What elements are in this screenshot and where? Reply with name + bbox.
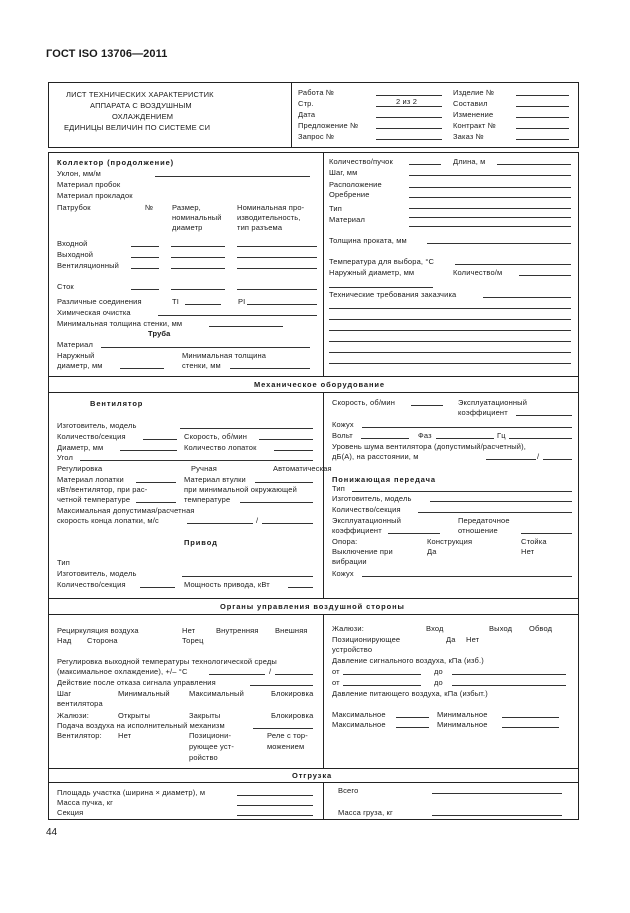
total-label: Всего — [338, 786, 359, 795]
signal-to-2-field[interactable] — [452, 685, 566, 686]
pitch-field[interactable] — [409, 175, 571, 176]
louvers-open-option[interactable]: Открыты — [118, 711, 150, 720]
noise-slash: / — [537, 452, 540, 461]
ti-label: TI — [172, 297, 179, 306]
positioner-dev-label-2: рующее уст- — [189, 742, 234, 751]
drive-heading: Привод — [184, 538, 218, 547]
inlet-label: Входной — [57, 239, 88, 248]
torque-relay-label-2: можением — [267, 742, 305, 751]
inlet-rating-field[interactable] — [237, 246, 317, 247]
supply-max-2-field[interactable] — [396, 727, 429, 728]
signal-from-2-label: от — [332, 678, 340, 687]
outer-dia-label-1: Наружный — [57, 351, 95, 360]
reducer-type-field[interactable] — [352, 491, 572, 492]
drive-qty-label: Количество/секция — [57, 580, 126, 589]
fan-op-coef-field[interactable] — [516, 415, 572, 416]
proposal-no-label: Предложение № — [298, 121, 359, 130]
design-option[interactable]: Конструкция — [427, 537, 473, 546]
order-no-field[interactable] — [516, 139, 569, 140]
nozzle-num-label: № — [145, 203, 154, 212]
chem-cleaning-field[interactable] — [158, 315, 317, 316]
drive-manufacturer-label: Изготовитель, модель — [57, 569, 137, 578]
section4-divider — [323, 783, 324, 820]
signal-pressure-label: Давление сигнального воздуха, кПа (изб.) — [332, 656, 484, 665]
hub-material-field[interactable] — [255, 482, 313, 483]
cargo-mass-label: Масса груза, кг — [338, 808, 393, 817]
angle-label: Угол — [57, 453, 73, 462]
outlet-label: Выходной — [57, 250, 94, 259]
contract-no-field[interactable] — [516, 128, 569, 129]
positioner-dev-label-3: ройство — [189, 753, 218, 762]
count-per-bundle-field[interactable] — [409, 164, 441, 165]
finning-label: Оребрение — [329, 190, 370, 199]
fin-material-label: Материал — [329, 215, 365, 224]
title-line-4: ЕДИНИЦЫ ВЕЛИЧИН ПО СИСТЕМЕ СИ — [64, 123, 211, 132]
finning-field-2[interactable] — [409, 208, 571, 209]
fan-diameter-field[interactable] — [120, 450, 177, 451]
chem-cleaning-label: Химическая очистка — [57, 308, 131, 317]
date-field[interactable] — [376, 117, 442, 118]
fin-material-field[interactable] — [409, 226, 571, 227]
reducer-heading: Понижающая передача — [332, 475, 436, 484]
section-field[interactable] — [237, 815, 313, 816]
blade-material-label: Материал лопатки — [57, 475, 124, 484]
manual-option[interactable]: Ручная — [191, 464, 217, 473]
reducer-qty-label: Количество/секция — [332, 505, 401, 514]
air-controls-heading: Органы управления воздушной стороны — [220, 602, 405, 611]
signal-from-1-field[interactable] — [343, 674, 421, 675]
step-option[interactable]: Шаг — [57, 689, 72, 698]
item-no-label: Изделие № — [453, 88, 495, 97]
outlet-num-field[interactable] — [131, 257, 159, 258]
order-no-label: Заказ № — [453, 132, 484, 141]
temp-reg-label-1: Регулировка выходной температуры технологической среды — [57, 657, 277, 666]
vent-num-field[interactable] — [131, 268, 159, 269]
bundle-mass-label: Масса пучка, кг — [57, 798, 114, 807]
positioner-dev-label-1[interactable]: Позициони- — [189, 731, 232, 740]
phase-label: Фаз — [418, 431, 432, 440]
fan-heading: Вентилятор — [90, 399, 144, 408]
drive-qty-field[interactable] — [140, 587, 175, 588]
mech-heading: Механическое оборудование — [254, 380, 385, 389]
positioner-label-2: устройство — [332, 645, 373, 654]
positioner-no-option[interactable]: Нет — [466, 635, 480, 644]
at-min-ambient-label-2: температуре — [184, 495, 231, 504]
supply-pressure-label: Давление питающего воздуха, кПа (избыт.) — [332, 689, 488, 698]
air-to-actuator-label: Подача воздуха на исполнительный механизм — [57, 721, 225, 730]
temp-reg-slash: / — [269, 667, 272, 676]
drive-type-label: Тип — [57, 558, 70, 567]
outer-dia-label-2: диаметр, мм — [57, 361, 103, 370]
revision-label: Изменение — [453, 110, 494, 119]
supply-min-2-field[interactable] — [502, 727, 559, 728]
inlet-size-field[interactable] — [171, 246, 225, 247]
supply-max-2-label: Максимальное — [332, 720, 386, 729]
size-col-3: диаметр — [172, 223, 203, 232]
gear-ratio-field[interactable] — [521, 533, 572, 534]
collector-heading: Коллектор (продолжение) — [57, 158, 175, 167]
reducer-manufacturer-label: Изготовитель, модель — [332, 494, 412, 503]
signal-to-1-field[interactable] — [452, 674, 566, 675]
drain-size-field[interactable] — [171, 289, 225, 290]
supply-max-1-field[interactable] — [396, 717, 429, 718]
rating-col-1: Номинальная про- — [237, 203, 305, 212]
arrangement-field[interactable] — [409, 187, 571, 188]
job-no-field[interactable] — [376, 95, 442, 96]
reducer-manufacturer-field[interactable] — [430, 501, 572, 502]
notes-line-4[interactable] — [329, 341, 571, 342]
positioner-label-1: Позиционирующее — [332, 635, 401, 644]
total-field[interactable] — [432, 793, 562, 794]
vent-rating-field[interactable] — [237, 268, 317, 269]
count-per-m-label: Количество/м — [453, 268, 503, 277]
hz-field[interactable] — [509, 438, 572, 439]
temp-reg-field-2[interactable] — [275, 674, 313, 675]
louvers-label: Жалюзи: — [57, 711, 89, 720]
fan-speed-label: Скорость, об/мин — [184, 432, 247, 441]
supply-min-1-label: Минимальное — [437, 710, 488, 719]
vib-shutdown-label-2: вибрации — [332, 557, 367, 566]
torque-relay-label-1[interactable]: Реле с тор- — [267, 731, 308, 740]
fin-outer-dia-field[interactable] — [329, 287, 433, 288]
noise-field-1[interactable] — [486, 459, 536, 460]
min-wall-field[interactable] — [209, 326, 283, 327]
section3-divider — [323, 615, 324, 768]
count-per-m-field[interactable] — [519, 275, 571, 276]
max-tip-speed-field-1[interactable] — [187, 523, 253, 524]
casing2-field[interactable] — [362, 576, 572, 577]
plug-material-label: Материал пробок — [57, 180, 121, 189]
fin-outer-dia-label: Наружный диаметр, мм — [329, 268, 415, 277]
outlet-rating-field[interactable] — [237, 257, 317, 258]
revision-field[interactable] — [516, 117, 569, 118]
angle-field[interactable] — [80, 460, 313, 461]
shipping-heading: Отгрузка — [292, 771, 333, 780]
air-to-actuator-field[interactable] — [253, 728, 313, 729]
recirc-end-option[interactable]: Торец — [182, 636, 204, 645]
vib-shutdown-label-1: Выключение при — [332, 547, 393, 556]
at-min-ambient-field[interactable] — [240, 502, 313, 503]
volt-label: Вольт — [332, 431, 353, 440]
casing-label: Кожух — [332, 420, 354, 429]
vent-size-field[interactable] — [171, 268, 225, 269]
title-line-3: ОХЛАЖДЕНИЕМ — [112, 112, 174, 121]
louvers-closed-option[interactable]: Закрыты — [189, 711, 221, 720]
fan-right-speed-label: Скорость, об/мин — [332, 398, 395, 407]
recirc-over-option[interactable]: Над — [57, 636, 72, 645]
gear-ratio-label-2: отношение — [458, 526, 498, 535]
tube-heading: Труба — [148, 329, 171, 338]
fin-type-field[interactable] — [409, 217, 571, 218]
request-no-label: Запрос № — [298, 132, 335, 141]
max-tip-speed-label-2: скорость конца лопатки, м/с — [57, 516, 159, 525]
maximal-option[interactable]: Максимальный — [189, 689, 244, 698]
automatic-option[interactable]: Автоматическая — [273, 464, 332, 473]
count-per-bundle-label: Количество/пучок — [329, 157, 393, 166]
supply-min-1-field[interactable] — [502, 717, 559, 718]
drive-manufacturer-field[interactable] — [182, 576, 313, 577]
recirc-side-option[interactable]: Сторона — [87, 636, 118, 645]
louvers-inlet-option[interactable]: Вход — [426, 624, 444, 633]
select-temp-label: Температура для выбора, °С — [329, 257, 435, 266]
temp-reg-label-2: (максимальное охлаждение), +/– °С — [57, 667, 188, 676]
nozzle-label: Патрубок — [57, 203, 91, 212]
notes-line-3[interactable] — [329, 330, 571, 331]
min-wall-label: Минимальная толщина стенки, мм — [57, 319, 183, 328]
noise-field-2[interactable] — [543, 459, 572, 460]
cargo-mass-field[interactable] — [432, 815, 562, 816]
plot-area-label: Площадь участка (ширина × диаметр), м — [57, 788, 206, 797]
noise-label-2: дБ(А), на расстоянии, м — [332, 452, 419, 461]
notes-line-2[interactable] — [329, 319, 571, 320]
fan-qty-field[interactable] — [143, 439, 177, 440]
supply-min-2-label: Минимальное — [437, 720, 488, 729]
fan-right-speed-field[interactable] — [411, 405, 443, 406]
signal-from-1-label: от — [332, 667, 340, 676]
fan-speed-field[interactable] — [259, 439, 313, 440]
tube-material-field[interactable] — [101, 347, 310, 348]
drain-label: Сток — [57, 282, 74, 291]
gear-ratio-label-1: Передаточное — [458, 516, 510, 525]
tip-speed-slash: / — [256, 516, 259, 525]
section2-divider — [323, 393, 324, 598]
fan-ctrl-no-option[interactable]: Нет — [118, 731, 132, 740]
reducer-op-coef-label-2: коэффициент — [332, 526, 382, 535]
supply-max-1-label: Максимальное — [332, 710, 386, 719]
max-tip-speed-label-1: Максимальная допустимая/расчетная — [57, 506, 195, 515]
vib-yes-option[interactable]: Да — [427, 547, 437, 556]
inlet-num-field[interactable] — [131, 246, 159, 247]
casing2-label: Кожух — [332, 569, 354, 578]
fail-action-field[interactable] — [250, 685, 313, 686]
notes-line-1[interactable] — [329, 308, 571, 309]
notes-line-6[interactable] — [329, 363, 571, 364]
gasket-material-label: Материал прокладок — [57, 191, 133, 200]
pi-field[interactable] — [247, 304, 317, 305]
fan-lock-label-2: вентилятора — [57, 699, 103, 708]
casing-field[interactable] — [362, 427, 572, 428]
air-louvers-label: Жалюзи: — [332, 624, 364, 633]
fan-diameter-label: Диаметр, мм — [57, 443, 104, 452]
noise-label-1: Уровень шума вентилятора (допустимый/расчетный), — [332, 442, 527, 451]
arrangement-label: Расположение — [329, 180, 382, 189]
date-label: Дата — [298, 110, 316, 119]
max-tip-speed-field-2[interactable] — [262, 523, 313, 524]
blade-count-field[interactable] — [274, 450, 313, 451]
kw-per-fan-field[interactable] — [136, 502, 176, 503]
fan-lock-label-1[interactable]: Блокировка — [271, 689, 314, 698]
reducer-op-coef-label-1: Эксплуатационный — [332, 516, 402, 525]
stock-thickness-label: Толщина проката, мм — [329, 236, 407, 245]
compiled-by-label: Составил — [453, 99, 488, 108]
hub-material-label: Материал втулки — [184, 475, 246, 484]
louvers-outlet-option[interactable]: Выход — [489, 624, 513, 633]
drive-power-label: Мощность привода, кВт — [184, 580, 270, 589]
signal-to-2-label: до — [434, 678, 443, 687]
at-min-ambient-label-1: при минимальной окружающей — [184, 485, 297, 494]
volt-field[interactable] — [361, 438, 409, 439]
hz-label: Гц — [497, 431, 506, 440]
page-label: Стр. — [298, 99, 314, 108]
slope-field[interactable] — [155, 176, 310, 177]
louvers-lock-option[interactable]: Блокировка — [271, 711, 314, 720]
stand-option[interactable]: Стойка — [521, 537, 547, 546]
ti-field[interactable] — [185, 304, 221, 305]
proposal-no-field[interactable] — [376, 128, 442, 129]
contract-no-label: Контракт № — [453, 121, 496, 130]
rating-col-2: изводительность, — [237, 213, 301, 222]
bundle-mass-field[interactable] — [237, 805, 313, 806]
signal-from-2-field[interactable] — [343, 685, 421, 686]
pi-label: PI — [238, 297, 246, 306]
blade-material-field[interactable] — [136, 482, 176, 483]
reducer-type-label: Тип — [332, 484, 345, 493]
plot-area-field[interactable] — [237, 795, 313, 796]
recirc-no-option[interactable]: Нет — [182, 626, 196, 635]
pitch-label: Шаг, мм — [329, 168, 358, 177]
customer-req-label: Технические требования заказчика — [329, 290, 457, 299]
drain-rating-field[interactable] — [237, 289, 317, 290]
kw-per-fan-label-1: кВт/вентилятор, при рас- — [57, 485, 148, 494]
drain-num-field[interactable] — [131, 289, 159, 290]
slope-label: Уклон, мм/м — [57, 169, 101, 178]
temp-reg-field-1[interactable] — [209, 674, 265, 675]
reducer-qty-field[interactable] — [418, 512, 572, 513]
fan-op-coef-label-2: коэффициент — [458, 408, 508, 417]
recirc-external-option[interactable]: Внешняя — [275, 626, 308, 635]
recirc-internal-option[interactable]: Внутренняя — [216, 626, 259, 635]
title-line-2: АППАРАТА С ВОЗДУШНЫМ — [90, 101, 192, 110]
tube-material-label: Материал — [57, 340, 93, 349]
section1-divider — [323, 152, 324, 376]
recirc-label: Рециркуляция воздуха — [57, 626, 139, 635]
fan-ctrl-label: Вентилятор: — [57, 731, 102, 740]
select-temp-field[interactable] — [455, 264, 571, 265]
job-no-label: Работа № — [298, 88, 335, 97]
reducer-op-coef-field[interactable] — [388, 533, 440, 534]
minimal-option[interactable]: Минимальный — [118, 689, 170, 698]
compiled-by-field[interactable] — [516, 106, 569, 107]
signal-to-1-label: до — [434, 667, 443, 676]
notes-line-5[interactable] — [329, 352, 571, 353]
fan-qty-label: Количество/секция — [57, 432, 126, 441]
vent-label: Вентиляционный — [57, 261, 119, 270]
phase-field[interactable] — [436, 438, 494, 439]
page-value: 2 из 2 — [396, 97, 418, 106]
fin-type-label: Тип — [329, 204, 342, 213]
outlet-size-field[interactable] — [171, 257, 225, 258]
louvers-bypass-option[interactable]: Обвод — [529, 624, 553, 633]
fan-op-coef-label-1: Эксплуатационный — [458, 398, 528, 407]
misc-connections-label: Различные соединения — [57, 297, 142, 306]
adjustment-label: Регулировка — [57, 464, 103, 473]
page-field[interactable] — [376, 106, 442, 107]
blade-count-label: Количество лопаток — [184, 443, 257, 452]
min-thickness-label-2: стенки, мм — [182, 361, 221, 370]
fan-manufacturer-label: Изготовитель, модель — [57, 421, 137, 430]
support-label: Опора: — [332, 537, 358, 546]
finning-field-1[interactable] — [409, 197, 571, 198]
standard-header: ГОСТ ISO 13706—2011 — [46, 48, 168, 60]
title-line-1: ЛИСТ ТЕХНИЧЕСКИХ ХАРАКТЕРИСТИК — [66, 90, 214, 99]
vib-no-option[interactable]: Нет — [521, 547, 535, 556]
customer-req-field[interactable] — [483, 297, 571, 298]
length-field[interactable] — [497, 164, 571, 165]
request-no-field[interactable] — [376, 139, 442, 140]
title-divider-1 — [291, 82, 292, 148]
outer-dia-field[interactable] — [120, 368, 164, 369]
kw-per-fan-label-2: четной температуре — [57, 495, 131, 504]
stock-thickness-field[interactable] — [427, 243, 571, 244]
positioner-yes-option[interactable]: Да — [446, 635, 456, 644]
size-col-2: номинальный — [172, 213, 222, 222]
page-number: 44 — [46, 827, 58, 838]
size-col-1: Размер, — [172, 203, 201, 212]
fail-action-label: Действие после отказа сигнала управления — [57, 678, 216, 687]
min-thickness-field[interactable] — [230, 368, 310, 369]
length-label: Длина, м — [453, 157, 486, 166]
item-no-field[interactable] — [516, 95, 569, 96]
min-thickness-label-1: Минимальная толщина — [182, 351, 267, 360]
drive-power-field[interactable] — [288, 587, 313, 588]
section-label: Секция — [57, 808, 84, 817]
rating-col-3: тип разъема — [237, 223, 283, 232]
fan-manufacturer-field[interactable] — [180, 428, 313, 429]
